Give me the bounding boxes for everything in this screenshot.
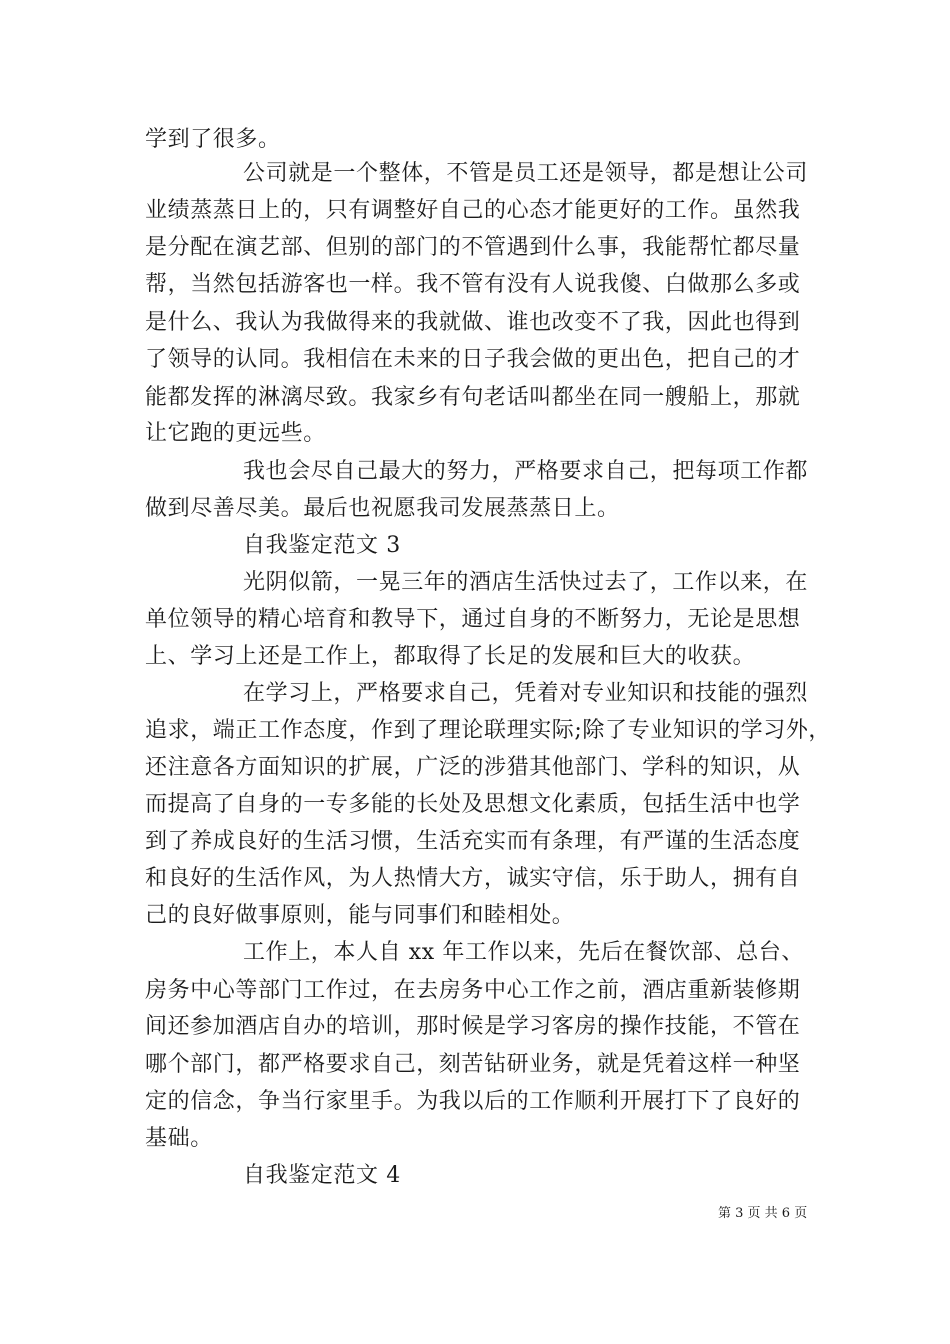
text-line: 还注意各方面知识的扩展，广泛的涉猎其他部门、学科的知识，从 [145,755,801,780]
text-line: 而提高了自身的一专多能的长处及思想文化素质，包括生活中也学 [145,792,801,817]
text-line: 间还参加酒店自办的培训，那时候是学习客房的操作技能，不管在 [145,1014,801,1039]
text-line: 是什么、我认为我做得来的我就做、谁也改变不了我，因此也得到 [145,310,801,335]
section-heading: 自我鉴定范文 4 [243,1163,401,1188]
page-number-footer: 第 3 页 共 6 页 [718,1206,808,1221]
paragraph-start-line: 公司就是一个整体，不管是员工还是领导，都是想让公司 [243,161,809,186]
text-line: 哪个部门，都严格要求自己，刻苦钻研业务，就是凭着这样一种坚 [145,1052,801,1077]
text-line: 到了养成良好的生活习惯，生活充实而有条理，有严谨的生活态度 [145,829,801,854]
text-line: 房务中心等部门工作过，在去房务中心工作之前，酒店重新装修期 [145,978,801,1003]
text-line: 己的良好做事原则，能与同事们和睦相处。 [145,903,575,928]
text-line: 帮，当然包括游客也一样。我不管有没有人说我傻、白做那么多或 [145,272,801,297]
paragraph-start-line: 我也会尽自己最大的努力，严格要求自己，把每项工作都 [243,459,809,484]
text-line: 业绩蒸蒸日上的，只有调整好自己的心态才能更好的工作。虽然我 [145,198,801,223]
text-line: 定的信念，争当行家里手。为我以后的工作顺利开展打下了良好的 [145,1089,801,1114]
text-line: 能都发挥的淋漓尽致。我家乡有句老话叫都坐在同一艘船上，那就 [145,385,801,410]
text-line: 上、学习上还是工作上，都取得了长足的发展和巨大的收获。 [145,644,756,669]
text-line: 追求，端正工作态度，作到了理论联理实际;除了专业知识的学习外， [145,718,832,743]
text-line: 做到尽善尽美。最后也祝愿我司发展蒸蒸日上。 [145,496,620,521]
paragraph-start-line: 光阴似箭，一晃三年的酒店生活快过去了，工作以来，在 [243,570,809,595]
text-line: 基础。 [145,1126,213,1151]
text-line: 学到了很多。 [145,127,281,152]
text-line: 单位领导的精心培育和教导下，通过自身的不断努力，无论是思想 [145,607,801,632]
section-heading: 自我鉴定范文 3 [243,533,401,558]
text-line: 让它跑的更远些。 [145,421,326,446]
text-line: 了领导的认同。我相信在未来的日子我会做的更出色，把自己的才 [145,347,801,372]
text-line: 是分配在演艺部、但别的部门的不管遇到什么事，我能帮忙都尽量 [145,235,801,260]
paragraph-start-line: 工作上，本人自 xx 年工作以来，先后在餐饮部、总台、 [243,940,805,965]
text-line: 和良好的生活作风，为人热情大方，诚实守信，乐于助人，拥有自 [145,866,801,891]
paragraph-start-line: 在学习上，严格要求自己，凭着对专业知识和技能的强烈 [243,681,809,706]
